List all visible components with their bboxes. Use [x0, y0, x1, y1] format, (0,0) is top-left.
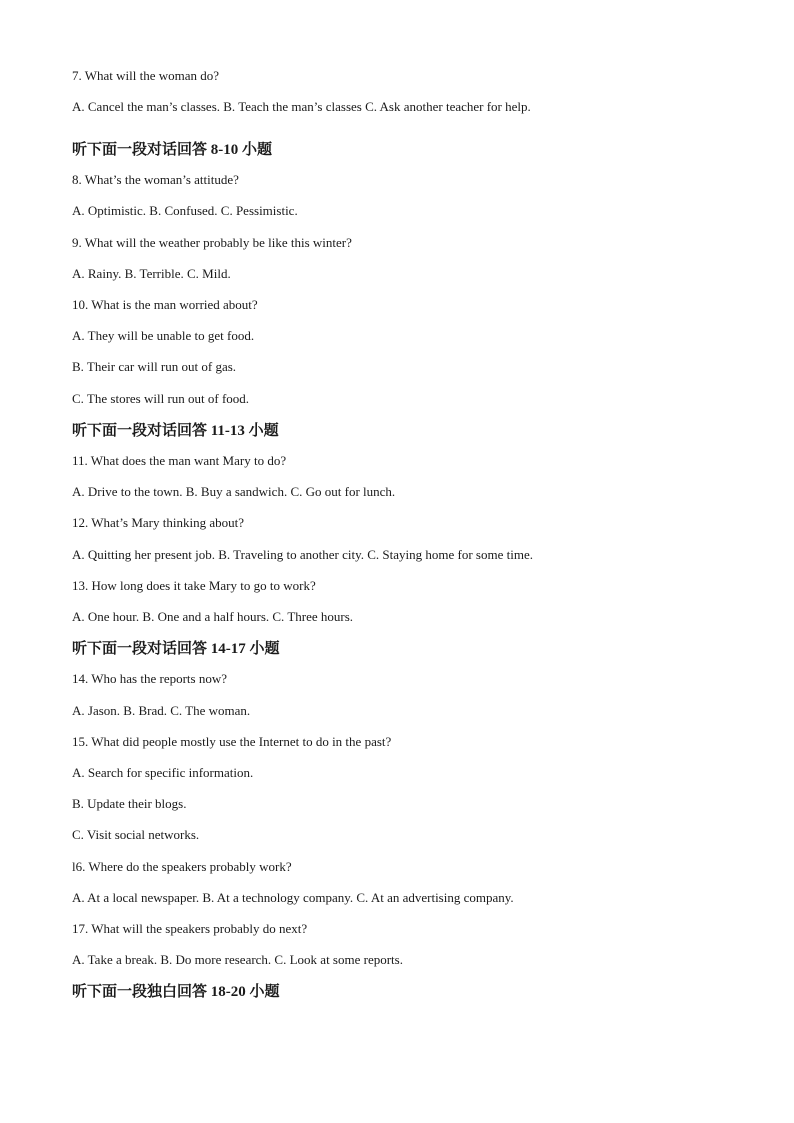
question-7: 7. What will the woman do? — [72, 68, 220, 83]
question-15: 15. What did people mostly use the Internet to do in the past? — [72, 734, 392, 749]
options-12: A. Quitting her present job. B. Traveling to another city. C. Staying home for some time. — [72, 547, 533, 562]
question-9: 9. What will the weather probably be like this winter? — [72, 235, 352, 250]
question-14: 14. Who has the reports now? — [72, 671, 228, 686]
section-heading-14-17: 听下面一段对话回答 14-17 小题 — [72, 641, 280, 657]
question-10: 10. What is the man worried about? — [72, 297, 258, 312]
section-heading-8-10: 听下面一段对话回答 8-10 小题 — [72, 142, 272, 158]
options-7: A. Cancel the man’s classes. B. Teach the man’s classes C. Ask another teacher for help. — [72, 99, 531, 114]
question-17: 17. What will the speakers probably do next? — [72, 921, 308, 936]
options-9: A. Rainy. B. Terrible. C. Mild. — [72, 266, 231, 281]
option-10-c: C. The stores will run out of food. — [72, 391, 250, 406]
option-15-c: C. Visit social networks. — [72, 827, 200, 842]
options-14: A. Jason. B. Brad. C. The woman. — [72, 703, 251, 718]
options-17: A. Take a break. B. Do more research. C. Look at some reports. — [72, 952, 403, 967]
question-11: 11. What does the man want Mary to do? — [72, 453, 287, 468]
section-heading-11-13: 听下面一段对话回答 11-13 小题 — [72, 423, 279, 439]
option-15-b: B. Update their blogs. — [72, 796, 187, 811]
question-16: l6. Where do the speakers probably work? — [72, 859, 292, 874]
options-11: A. Drive to the town. B. Buy a sandwich. C. Go out for lunch. — [72, 484, 396, 499]
section-heading-18-20: 听下面一段独白回答 18-20 小题 — [72, 984, 280, 1000]
options-8: A. Optimistic. B. Confused. C. Pessimistic. — [72, 203, 298, 218]
question-12: 12. What’s Mary thinking about? — [72, 515, 244, 530]
option-15-a: A. Search for specific information. — [72, 765, 254, 780]
question-13: 13. How long does it take Mary to go to work? — [72, 578, 316, 593]
question-8: 8. What’s the woman’s attitude? — [72, 172, 239, 187]
option-10-a: A. They will be unable to get food. — [72, 328, 255, 343]
options-16: A. At a local newspaper. B. At a technology company. C. At an advertising company. — [72, 890, 514, 905]
options-13: A. One hour. B. One and a half hours. C. Three hours. — [72, 609, 354, 624]
option-10-b: B. Their car will run out of gas. — [72, 359, 237, 374]
